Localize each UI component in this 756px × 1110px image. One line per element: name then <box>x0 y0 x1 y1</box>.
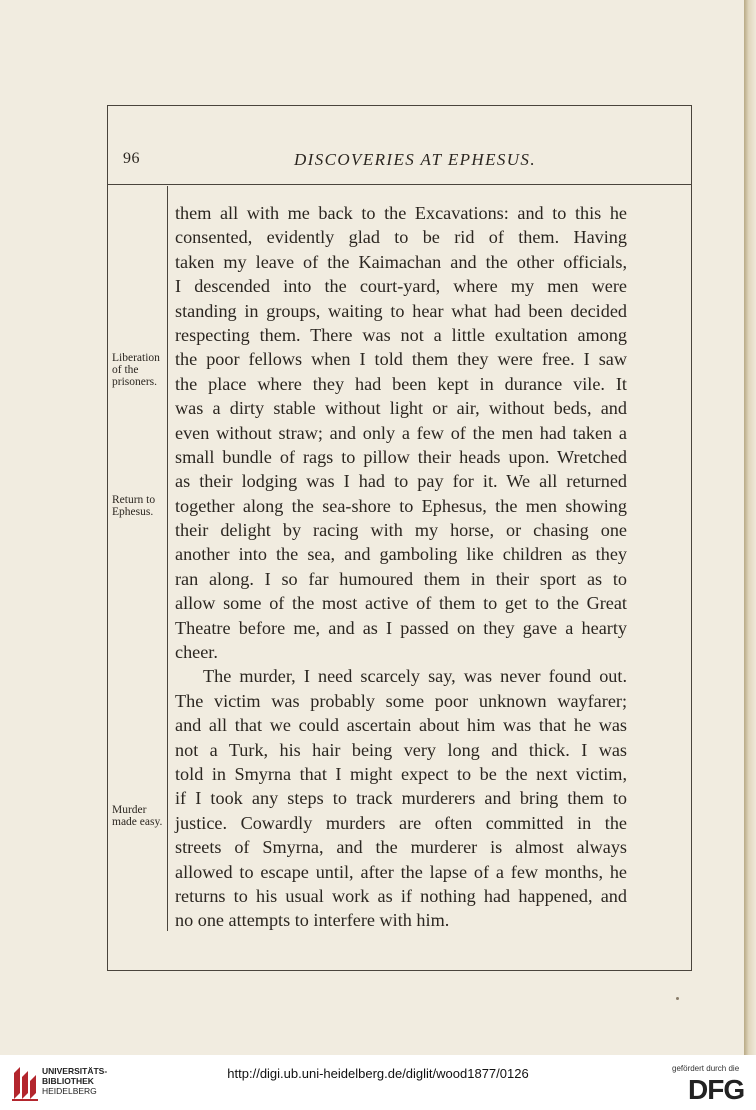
text-line: ran along. I so far humoured them in their sport as to <box>175 568 627 589</box>
text-line: them all with me back to the Excavations: and to this he <box>175 203 627 223</box>
page-edge <box>744 0 756 1055</box>
running-head: DISCOVERIES AT EPHESUS. <box>293 150 536 169</box>
text-line: I descended into the court-yard, where my men were <box>175 276 627 297</box>
permalink-url[interactable]: http://digi.ub.uni-heidelberg.de/diglit/wood1877/0126 <box>227 1066 529 1081</box>
library-name-line: UNIVERSITÄTS- <box>42 1066 108 1076</box>
header-rule <box>107 184 692 185</box>
text-line: consented, evidently glad to be rid of them. Having <box>175 227 627 248</box>
text-line: their delight by racing with my horse, or chasing one <box>175 520 627 541</box>
sidenote-line: Ephesus. <box>112 506 154 518</box>
funding-caption: gefördert durch die <box>672 1064 740 1073</box>
paper-speck <box>676 997 679 1000</box>
margin-rule <box>167 186 168 931</box>
sidenote-murder <box>112 804 166 828</box>
body-text <box>175 201 627 933</box>
text-line: justice. Cowardly murders are often committed in the <box>175 812 627 833</box>
sidenote-line: of the <box>112 364 139 376</box>
sidenote-line: prisoners. <box>112 376 158 388</box>
text-line: returns to his usual work as if nothing had happened, and <box>175 885 627 906</box>
library-name-line: HEIDELBERG <box>42 1086 97 1096</box>
text-line: if I took any steps to track murderers and bring them to <box>175 788 627 809</box>
text-line: respecting them. There was not a little exultation among <box>175 324 627 345</box>
sidenote-line: Return to <box>112 494 156 506</box>
text-line: allow some of the most active of them to get to the Great <box>175 593 627 614</box>
text-line: told in Smyrna that I might expect to be the next victim, <box>175 763 627 784</box>
text-line: even without straw; and only a few of the men had taken a <box>175 422 627 443</box>
sidenote-return <box>112 494 166 518</box>
text-line: The victim was probably some poor unknown wayfarer; <box>175 690 627 711</box>
text-line: Theatre before me, and as I passed on they gave a hearty <box>175 617 627 638</box>
sidenote-line: Liberation <box>112 352 160 364</box>
text-line: the poor fellows when I told them they were free. I saw <box>175 349 627 370</box>
text-line: another into the sea, and gamboling like children as they <box>175 544 627 565</box>
sidenote-liberation <box>112 352 166 388</box>
library-name-line: BIBLIOTHEK <box>42 1076 94 1086</box>
viewer-footer <box>0 1055 756 1110</box>
text-line: taken my leave of the Kaimachan and the other officials, <box>175 251 627 272</box>
text-line: The murder, I need scarcely say, was never found out. <box>203 666 627 687</box>
text-line: as their lodging was I had to pay for it. We all returned <box>175 471 627 492</box>
text-line: small bundle of rags to pillow their heads upon. Wretched <box>175 446 627 467</box>
text-line: streets of Smyrna, and the murderer is almost always <box>175 837 627 858</box>
sidenote-line: made easy. <box>112 816 163 828</box>
sidenote-line: Murder <box>112 804 147 816</box>
text-line: allowed to escape until, after the lapse of a few months, he <box>175 861 627 882</box>
text-line: cheer. <box>175 642 218 663</box>
text-line: standing in groups, waiting to hear what had been decided <box>175 300 627 321</box>
text-line: no one attempts to interfere with him. <box>175 910 450 931</box>
page-number: 96 <box>123 150 140 167</box>
text-line: the place where they had been kept in durance vile. It <box>175 373 627 394</box>
dfg-logo: DFG <box>688 1074 745 1105</box>
text-line: together along the sea-shore to Ephesus, the men showing <box>175 495 627 516</box>
text-line: was a dirty stable without light or air, without beds, and <box>175 398 627 419</box>
text-line: and all that we could ascertain about him was that he was <box>175 715 627 736</box>
text-line: not a Turk, his hair being very long and thick. I was <box>175 739 627 760</box>
